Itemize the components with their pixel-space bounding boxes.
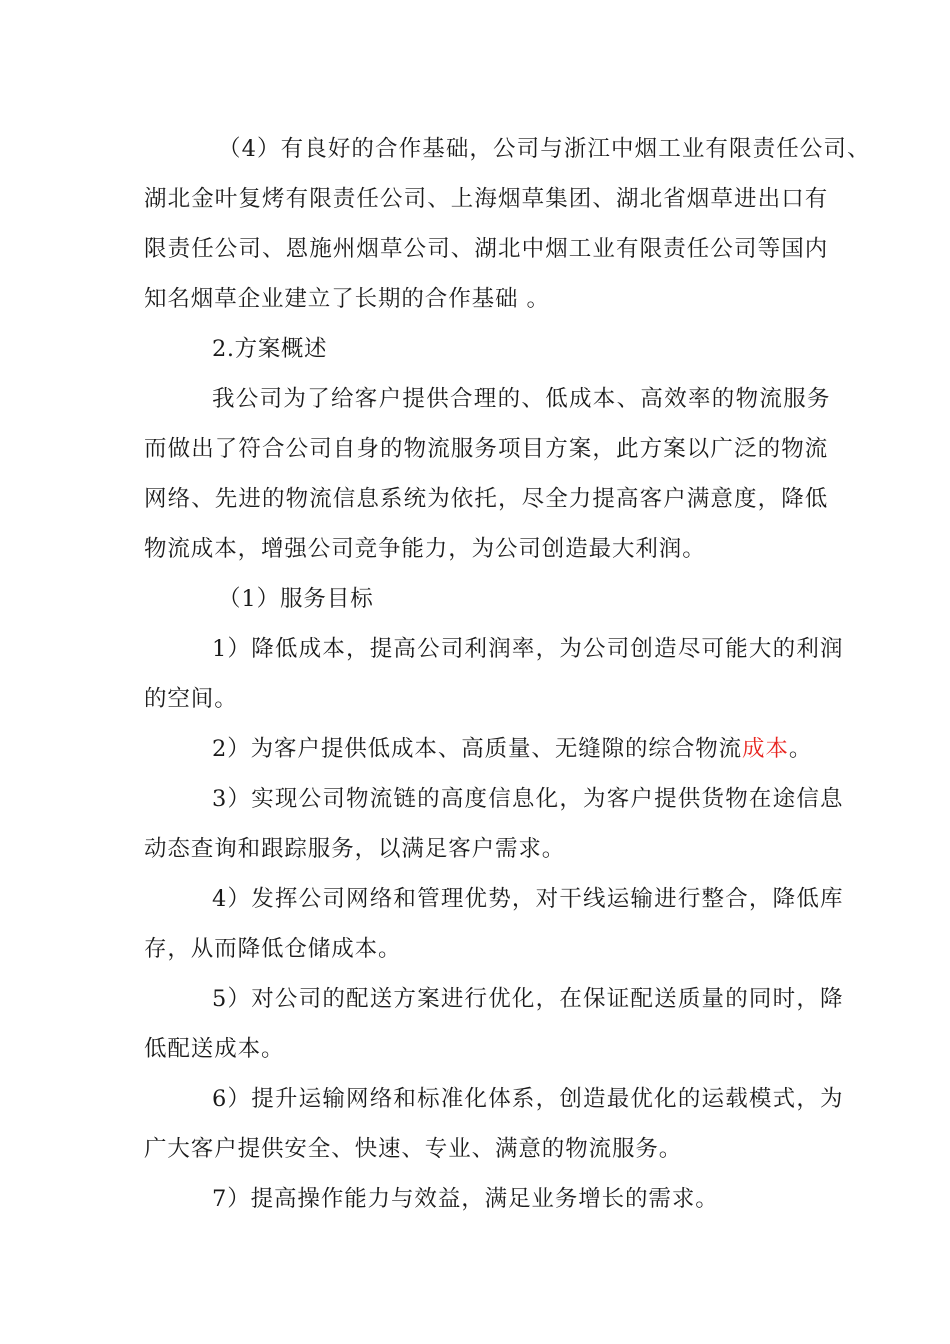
list-item: 6）提升运输网络和标准化体系，创造最优化的运载模式，为	[212, 1086, 844, 1112]
paragraph-line: （4）有良好的合作基础，公司与浙江中烟工业有限责任公司、	[218, 136, 871, 162]
list-item-text: 2）为客户提供低成本、高质量、无缝隙的综合物流	[212, 736, 743, 762]
list-item: 5）对公司的配送方案进行优化，在保证配送质量的同时，降	[212, 986, 844, 1012]
list-item-continuation: 动态查询和跟踪服务，以满足客户需求。	[144, 836, 566, 862]
list-item-continuation: 广大客户提供安全、快速、专业、满意的物流服务。	[144, 1136, 683, 1162]
list-item-continuation: 低配送成本。	[144, 1036, 285, 1062]
list-item	[212, 734, 812, 764]
paragraph-line: 知名烟草企业建立了长期的合作基础 。	[144, 286, 550, 312]
paragraph-line: 限责任公司、恩施州烟草公司、湖北中烟工业有限责任公司等国内	[144, 236, 829, 262]
paragraph-line: 我公司为了给客户提供合理的、低成本、高效率的物流服务	[212, 386, 831, 412]
list-item: 1）降低成本，提高公司利润率，为公司创造尽可能大的利润	[212, 636, 844, 662]
list-item-continuation: 存，从而降低仓储成本。	[144, 936, 402, 962]
list-item-end-punct: 。	[788, 736, 813, 762]
list-item-continuation: 的空间。	[144, 686, 238, 712]
paragraph-line: 网络、先进的物流信息系统为依托，尽全力提高客户满意度，降低	[144, 486, 829, 512]
list-item: 7）提高操作能力与效益，满足业务增长的需求。	[212, 1186, 719, 1212]
section-heading: 2.方案概述	[212, 336, 328, 362]
paragraph-line: 湖北金叶复烤有限责任公司、上海烟草集团、湖北省烟草进出口有	[144, 186, 829, 212]
list-item: 3）实现公司物流链的高度信息化，为客户提供货物在途信息	[212, 786, 844, 812]
subsection-heading: （1）服务目标	[218, 586, 374, 612]
paragraph-line: 而做出了符合公司自身的物流服务项目方案，此方案以广泛的物流	[144, 436, 829, 462]
highlighted-text: 成本	[742, 736, 789, 762]
paragraph-line: 物流成本，增强公司竞争能力，为公司创造最大利润。	[144, 536, 706, 562]
list-item: 4）发挥公司网络和管理优势，对干线运输进行整合，降低库	[212, 886, 844, 912]
